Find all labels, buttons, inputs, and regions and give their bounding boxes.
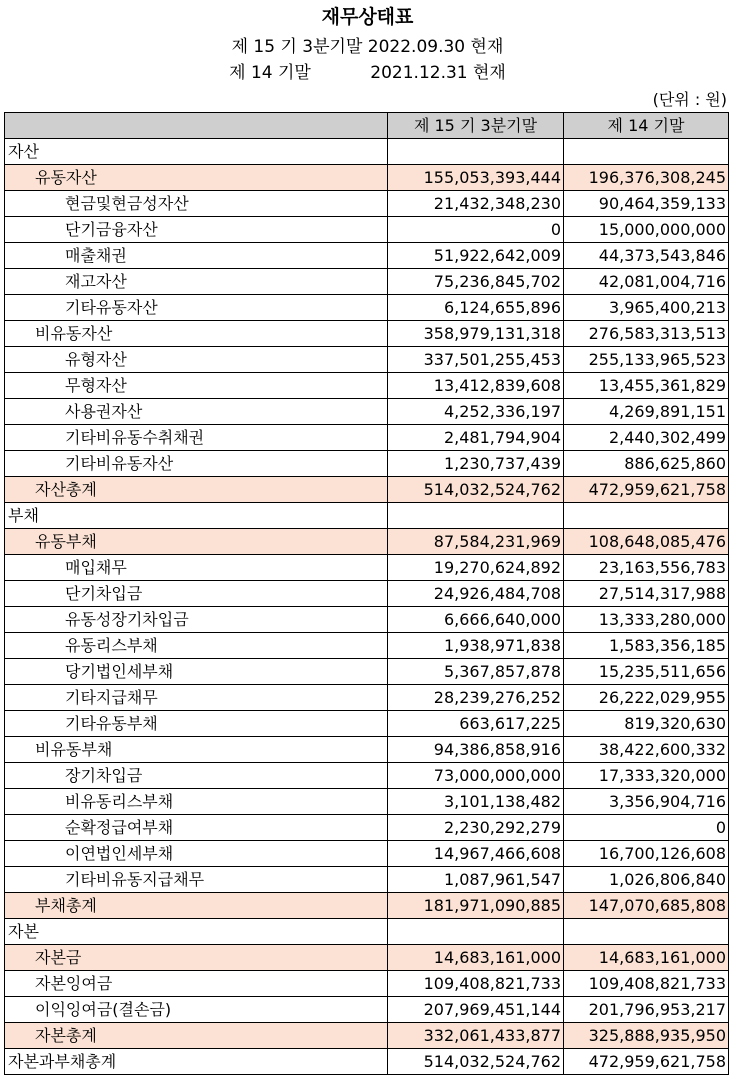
row-label: 비유동자산 (5, 321, 388, 347)
current-period-value: 6,124,655,896 (388, 295, 564, 321)
prior-period-value: 3,356,904,716 (564, 789, 729, 815)
table-row (5, 529, 729, 555)
current-period-value: 514,032,524,762 (388, 1049, 564, 1075)
prior-period-value: 472,959,621,758 (564, 477, 729, 503)
current-period-value: 94,386,858,916 (388, 737, 564, 763)
prior-period-value: 15,235,511,656 (564, 659, 729, 685)
current-period-value: 181,971,090,885 (388, 893, 564, 919)
current-period-value: 28,239,276,252 (388, 685, 564, 711)
table-row (5, 919, 729, 945)
current-period-value: 2,230,292,279 (388, 815, 564, 841)
table-row (5, 165, 729, 191)
row-label: 사용권자산 (5, 399, 388, 425)
table-header-row (5, 113, 729, 139)
table-row (5, 945, 729, 971)
table-row (5, 1023, 729, 1049)
current-period-value: 6,666,640,000 (388, 607, 564, 633)
table-row (5, 243, 729, 269)
table-row (5, 477, 729, 503)
current-period-value: 51,922,642,009 (388, 243, 564, 269)
table-row (5, 399, 729, 425)
statement-title: 재무상태표 (321, 6, 414, 28)
row-label: 기타지급채무 (5, 685, 388, 711)
row-label: 단기차입금 (5, 581, 388, 607)
row-label: 단기금융자산 (5, 217, 388, 243)
prior-period-value: 201,796,953,217 (564, 997, 729, 1023)
table-row (5, 737, 729, 763)
prior-period-value: 15,000,000,000 (564, 217, 729, 243)
table-row (5, 867, 729, 893)
row-label: 기타유동자산 (5, 295, 388, 321)
current-period-value: 2,481,794,904 (388, 425, 564, 451)
current-period-value: 0 (388, 217, 564, 243)
prior-period-value: 886,625,860 (564, 451, 729, 477)
prior-period-value: 38,422,600,332 (564, 737, 729, 763)
current-period-value: 514,032,524,762 (388, 477, 564, 503)
table-row (5, 581, 729, 607)
current-period-value: 109,408,821,733 (388, 971, 564, 997)
row-label: 무형자산 (5, 373, 388, 399)
prior-period-value: 109,408,821,733 (564, 971, 729, 997)
prior-period-value: 255,133,965,523 (564, 347, 729, 373)
table-row (5, 893, 729, 919)
table-row (5, 815, 729, 841)
prior-period-value: 0 (564, 815, 729, 841)
current-period-value: 24,926,484,708 (388, 581, 564, 607)
table-row (5, 503, 729, 529)
row-label: 자본잉여금 (5, 971, 388, 997)
current-period-value: 1,087,961,547 (388, 867, 564, 893)
prior-period-value: 819,320,630 (564, 711, 729, 737)
row-label: 재고자산 (5, 269, 388, 295)
current-period-value: 1,938,971,838 (388, 633, 564, 659)
table-row (5, 607, 729, 633)
current-period-value: 337,501,255,453 (388, 347, 564, 373)
row-label: 부채총계 (5, 893, 388, 919)
prior-period-value: 3,965,400,213 (564, 295, 729, 321)
prior-period-value: 42,081,004,716 (564, 269, 729, 295)
row-label: 기타비유동수취채권 (5, 425, 388, 451)
table-row (5, 295, 729, 321)
table-row (5, 321, 729, 347)
prior-period-value: 325,888,935,950 (564, 1023, 729, 1049)
row-label: 이연법인세부채 (5, 841, 388, 867)
row-label: 자산총계 (5, 477, 388, 503)
current-period-value: 13,412,839,608 (388, 373, 564, 399)
prior-period-value: 1,583,356,185 (564, 633, 729, 659)
table-row (5, 711, 729, 737)
current-period-value: 1,230,737,439 (388, 451, 564, 477)
table-row (5, 191, 729, 217)
row-label: 부채 (5, 503, 388, 529)
prior-period-value: 26,222,029,955 (564, 685, 729, 711)
prior-period-value: 27,514,317,988 (564, 581, 729, 607)
prior-period-value: 276,583,313,513 (564, 321, 729, 347)
table-row (5, 347, 729, 373)
prior-period-value: 90,464,359,133 (564, 191, 729, 217)
table-row (5, 555, 729, 581)
current-period-value: 21,432,348,230 (388, 191, 564, 217)
header-prior-period: 제 14 기말 (564, 113, 729, 139)
row-label: 순확정급여부채 (5, 815, 388, 841)
balance-sheet-table (4, 112, 729, 1075)
current-period-value: 663,617,225 (388, 711, 564, 737)
prior-period-value: 13,455,361,829 (564, 373, 729, 399)
prior-period-value: 23,163,556,783 (564, 555, 729, 581)
row-label: 자본과부채총계 (5, 1049, 388, 1075)
current-period-value: 155,053,393,444 (388, 165, 564, 191)
table-row (5, 633, 729, 659)
prior-period-value: 44,373,543,846 (564, 243, 729, 269)
prior-period-value: 147,070,685,808 (564, 893, 729, 919)
current-period-value: 4,252,336,197 (388, 399, 564, 425)
prior-period-value (564, 139, 729, 165)
current-period-value: 19,270,624,892 (388, 555, 564, 581)
prior-period-value: 472,959,621,758 (564, 1049, 729, 1075)
current-period-value (388, 503, 564, 529)
row-label: 이익잉여금(결손금) (5, 997, 388, 1023)
table-row (5, 659, 729, 685)
table-row (5, 451, 729, 477)
table-row (5, 763, 729, 789)
current-period-value: 207,969,451,144 (388, 997, 564, 1023)
table-row (5, 841, 729, 867)
current-period-value: 358,979,131,318 (388, 321, 564, 347)
table-row (5, 685, 729, 711)
row-label: 기타비유동자산 (5, 451, 388, 477)
current-period-value: 332,061,433,877 (388, 1023, 564, 1049)
prior-period-value: 2,440,302,499 (564, 425, 729, 451)
row-label: 자본총계 (5, 1023, 388, 1049)
table-row (5, 1049, 729, 1075)
row-label: 비유동리스부채 (5, 789, 388, 815)
table-row (5, 425, 729, 451)
table-body (5, 139, 729, 1075)
current-period-value: 87,584,231,969 (388, 529, 564, 555)
row-label: 기타유동부채 (5, 711, 388, 737)
row-label: 유동성장기차입금 (5, 607, 388, 633)
prior-period-value: 16,700,126,608 (564, 841, 729, 867)
table-row (5, 997, 729, 1023)
row-label: 유동리스부채 (5, 633, 388, 659)
period-current: 제 15 기 3분기말 2022.09.30 현재 (231, 37, 504, 57)
row-label: 유동부채 (5, 529, 388, 555)
row-label: 자본금 (5, 945, 388, 971)
prior-period-value (564, 503, 729, 529)
current-period-value: 3,101,138,482 (388, 789, 564, 815)
row-label: 자산 (5, 139, 388, 165)
row-label: 자본 (5, 919, 388, 945)
row-label: 매출채권 (5, 243, 388, 269)
prior-period-value: 13,333,280,000 (564, 607, 729, 633)
row-label: 장기차입금 (5, 763, 388, 789)
table-row (5, 217, 729, 243)
row-label: 비유동부채 (5, 737, 388, 763)
prior-period-value (564, 919, 729, 945)
prior-period-value: 14,683,161,000 (564, 945, 729, 971)
header-account (5, 113, 388, 139)
prior-period-value: 4,269,891,151 (564, 399, 729, 425)
table-row (5, 373, 729, 399)
current-period-value: 75,236,845,702 (388, 269, 564, 295)
row-label: 당기법인세부채 (5, 659, 388, 685)
current-period-value: 14,683,161,000 (388, 945, 564, 971)
prior-period-value: 17,333,320,000 (564, 763, 729, 789)
prior-period-value: 1,026,806,840 (564, 867, 729, 893)
prior-period-value: 196,376,308,245 (564, 165, 729, 191)
table-row (5, 789, 729, 815)
current-period-value: 73,000,000,000 (388, 763, 564, 789)
row-label: 기타비유동지급채무 (5, 867, 388, 893)
period-prior: 제 14 기말 2021.12.31 현재 (229, 63, 506, 83)
current-period-value: 14,967,466,608 (388, 841, 564, 867)
table-row (5, 139, 729, 165)
row-label: 현금및현금성자산 (5, 191, 388, 217)
table-row (5, 269, 729, 295)
header-current-period: 제 15 기 3분기말 (388, 113, 564, 139)
row-label: 유동자산 (5, 165, 388, 191)
row-label: 유형자산 (5, 347, 388, 373)
row-label: 매입채무 (5, 555, 388, 581)
table-row (5, 971, 729, 997)
current-period-value: 5,367,857,878 (388, 659, 564, 685)
current-period-value (388, 919, 564, 945)
current-period-value (388, 139, 564, 165)
unit-label: (단위 : 원) (652, 90, 727, 109)
prior-period-value: 108,648,085,476 (564, 529, 729, 555)
